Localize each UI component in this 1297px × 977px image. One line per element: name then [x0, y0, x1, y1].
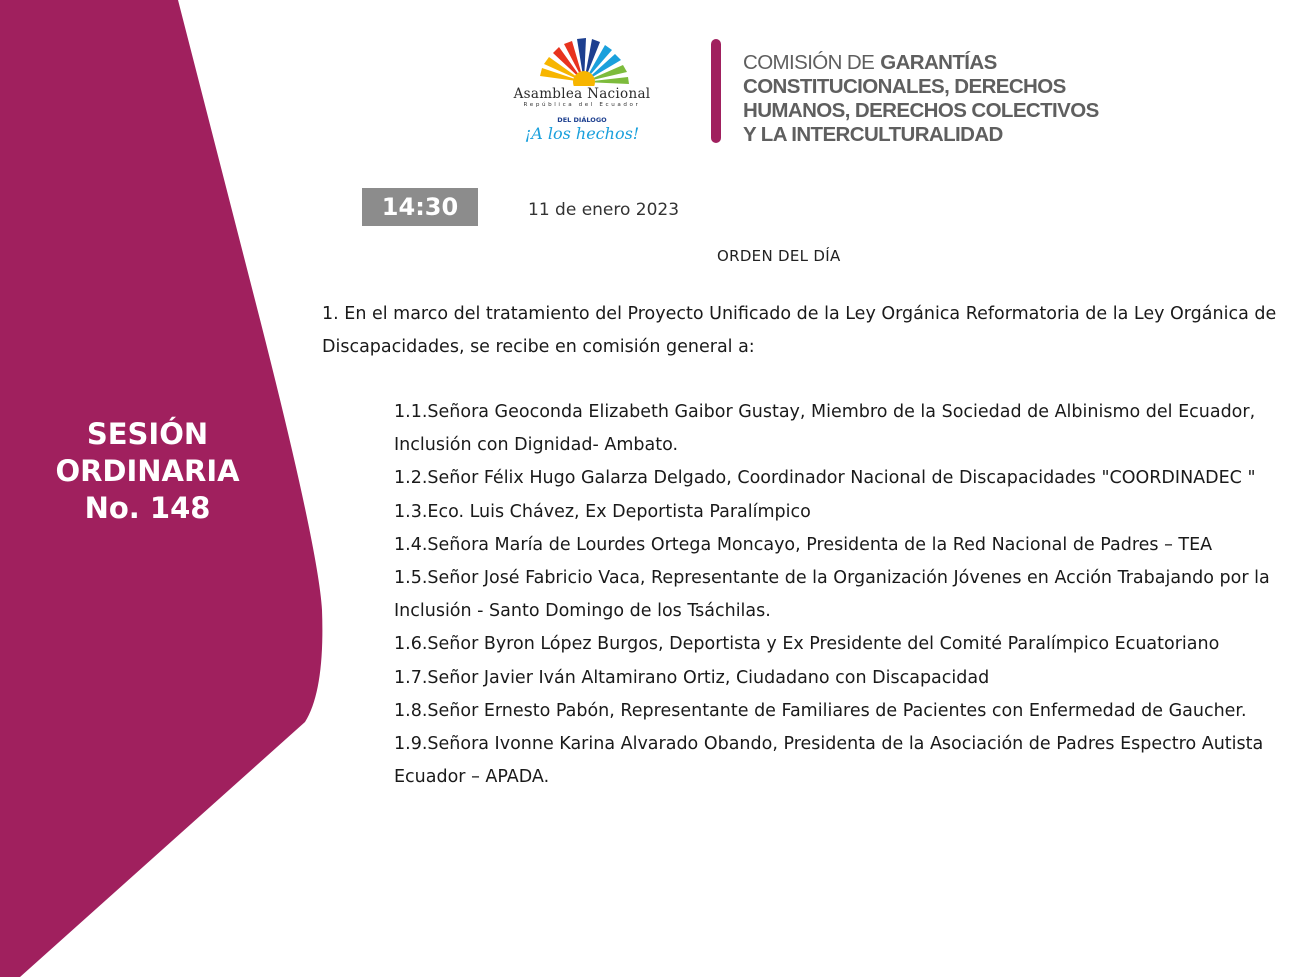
session-title [30, 416, 265, 527]
agenda-item: 1.6.Señor Byron López Burgos, Deportista y Ex Presidente del Comité Paralímpico Ecuatoriano [394, 634, 1220, 655]
session-line-3: No. 148 [84, 491, 211, 525]
session-line-2: ORDINARIA [55, 454, 240, 488]
brand-subtitle: República del Ecuador [523, 102, 641, 108]
time-badge: 14:30 [362, 188, 478, 226]
session-date: 11 de enero 2023 [528, 200, 680, 220]
commission-line-1: GARANTÍAS [880, 51, 997, 74]
brand-name: Asamblea Nacional [513, 86, 651, 102]
commission-line-4: Y LA INTERCULTURALIDAD [743, 123, 1003, 146]
agenda-item: 1.9.Señora Ivonne Karina Alvarado Obando, Presidenta de la Asociación de Padres Espectro Autista Ecuador – APADA. [394, 734, 1264, 788]
asamblea-logo [484, 36, 680, 148]
header-divider [711, 39, 721, 143]
agenda-item: 1.1.Señora Geoconda Elizabeth Gaibor Gustay, Miembro de la Sociedad de Albinismo del Ecuador, Inclusión con Dignidad- Ambato. [394, 402, 1256, 456]
agenda-item: 1.2.Señor Félix Hugo Galarza Delgado, Coordinador Nacional de Discapacidades "COORDINADEC " [394, 468, 1256, 489]
agenda-item: 1.8.Señor Ernesto Pabón, Representante de Familiares de Pacientes con Enfermedad de Gaucher. [394, 700, 1247, 721]
commission-prefix: COMISIÓN DE [743, 51, 875, 74]
agenda-title: ORDEN DEL DÍA [717, 247, 841, 265]
agenda-item: 1.5.Señor José Fabricio Vaca, Representante de la Organización Jóvenes en Acción Trabajando por la Inclusión - Santo Domingo de los Tsáchilas. [394, 568, 1270, 622]
brand-tagline: DEL DIÁLOGO [557, 116, 607, 124]
agenda-items-list [394, 396, 1287, 794]
sun-emblem-icon [534, 36, 634, 86]
commission-line-3: HUMANOS, DERECHOS COLECTIVOS [743, 99, 1099, 122]
agenda-item: 1.7.Señor Javier Iván Altamirano Ortiz, Ciudadano con Discapacidad [394, 667, 990, 688]
commission-name [743, 51, 1163, 147]
agenda-item: 1.3.Eco. Luis Chávez, Ex Deportista Paralímpico [394, 501, 811, 522]
session-line-1: SESIÓN [86, 417, 209, 451]
agenda-intro: 1. En el marco del tratamiento del Proyecto Unificado de la Ley Orgánica Reformatoria de la Ley Orgánica de Discapacidades, se recibe en comisión general a: [322, 304, 1277, 357]
brand-slogan: ¡A los hechos! [524, 124, 640, 143]
commission-line-2: CONSTITUCIONALES, DERECHOS [743, 75, 1066, 98]
agenda-item: 1.4.Señora María de Lourdes Ortega Moncayo, Presidenta de la Red Nacional de Padres – TEA [394, 534, 1213, 555]
